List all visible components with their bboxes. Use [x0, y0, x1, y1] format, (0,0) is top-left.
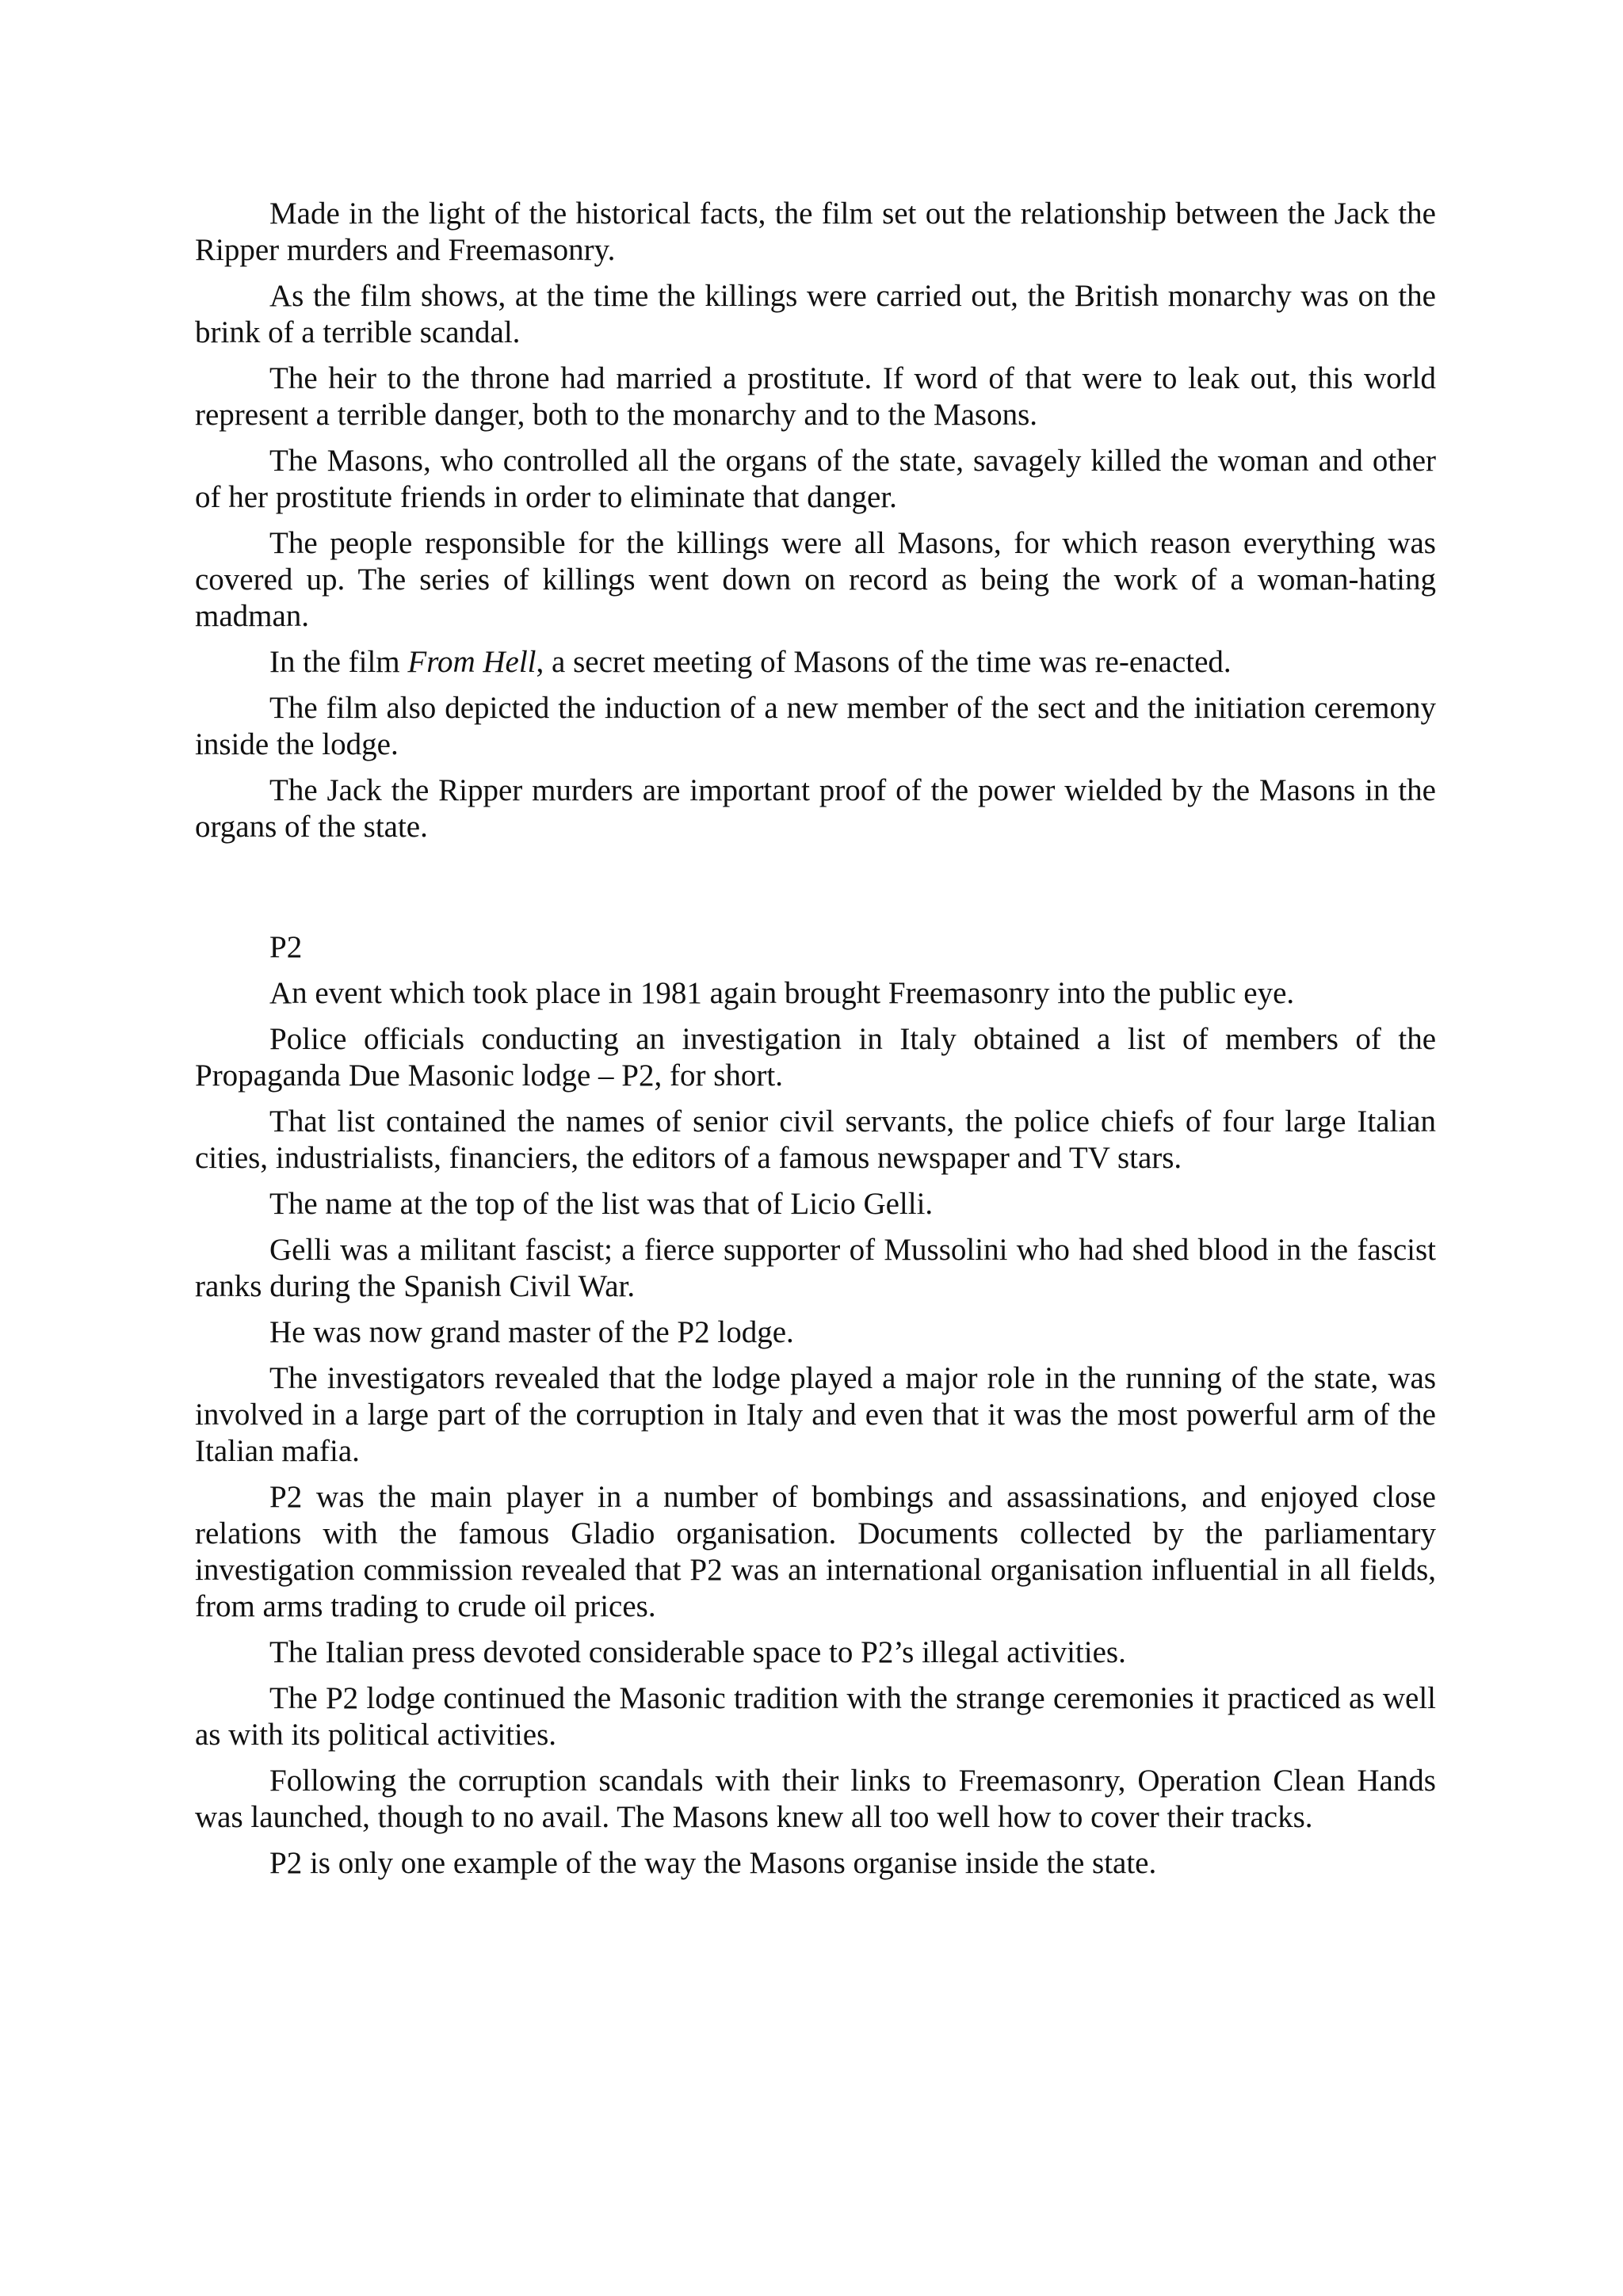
paragraph-initiation-ceremony: The film also depicted the induction of a new member of the sect and the initiation ceremony inside the lodge. [195, 691, 1436, 761]
paragraph-gelli-fascist: Gelli was a militant fascist; a fierce supporter of Mussolini who had shed blood in the fascist ranks during the Spanish Civil War. [195, 1233, 1436, 1303]
page-body [195, 196, 1436, 1891]
paragraph-grand-master: He was now grand master of the P2 lodge. [269, 1315, 794, 1349]
paragraph-masons-controlled-state: The Masons, who controlled all the organs of the state, savagely killed the woman and other of her prostitute friends in order to eliminate that danger. [195, 444, 1436, 514]
paragraph-masonic-tradition: The P2 lodge continued the Masonic tradition with the strange ceremonies it practiced as well as with its political activities. [195, 1681, 1436, 1752]
paragraph-clean-hands: Following the corruption scandals with their links to Freemasonry, Operation Clean Hands was launched, though to no avail. The Masons knew all too well how to cover their tracks. [195, 1764, 1436, 1834]
paragraph-investigators-revealed: The investigators revealed that the lodge played a major role in the running of the state, was involved in a large part of the corruption in Italy and even that it was the most powerful arm of the Italian mafia. [195, 1361, 1436, 1468]
paragraph-1981-event: An event which took place in 1981 again brought Freemasonry into the public eye. [269, 976, 1295, 1010]
paragraph-one-example: P2 is only one example of the way the Masons organise inside the state. [269, 1846, 1157, 1880]
from-hell-text-after: , a secret meeting of Masons of the time was re-enacted. [536, 645, 1232, 679]
paragraph-heir-to-throne: The heir to the throne had married a prostitute. If word of that were to leak out, this world represent a terrible danger, both to the monarchy and to the Masons. [195, 361, 1436, 432]
paragraph-list-contents: That list contained the names of senior civil servants, the police chiefs of four large Italian cities, industrialists, financiers, the editors of a famous newspaper and TV stars. [195, 1104, 1436, 1175]
paragraph-monarchy-scandal: As the film shows, at the time the killings were carried out, the British monarchy was on the brink of a terrible scandal. [195, 279, 1436, 349]
film-title-from-hell: From Hell [407, 645, 537, 679]
paragraph-bombings-gladio: P2 was the main player in a number of bombings and assassinations, and enjoyed close relations with the famous Gladio organisation. Documents collected by the parliamentary investigation commission revealed that P2 was an international organisation influential in all fields, from arms trading to crude oil prices. [195, 1480, 1436, 1623]
paragraph-licio-gelli: The name at the top of the list was that of Licio Gelli. [269, 1187, 934, 1221]
paragraph-from-hell [195, 644, 1436, 681]
from-hell-text-before: In the film [269, 645, 408, 679]
paragraph-film-relationship: Made in the light of the historical facts, the film set out the relationship between the Jack the Ripper murders and Freemasonry. [195, 196, 1436, 267]
paragraph-ripper-proof: The Jack the Ripper murders are important proof of the power wielded by the Masons in the organs of the state. [195, 773, 1436, 844]
paragraph-police-list: Police officials conducting an investigation in Italy obtained a list of members of the Propaganda Due Masonic lodge – P2, for short. [195, 1022, 1436, 1093]
paragraph-italian-press: The Italian press devoted considerable space to P2’s illegal activities. [269, 1635, 1126, 1669]
section-heading-p2: P2 [269, 930, 303, 964]
paragraph-killings-covered-up: The people responsible for the killings were all Masons, for which reason everything was covered up. The series of killings went down on record as being the work of a woman-hating madman. [195, 526, 1436, 633]
